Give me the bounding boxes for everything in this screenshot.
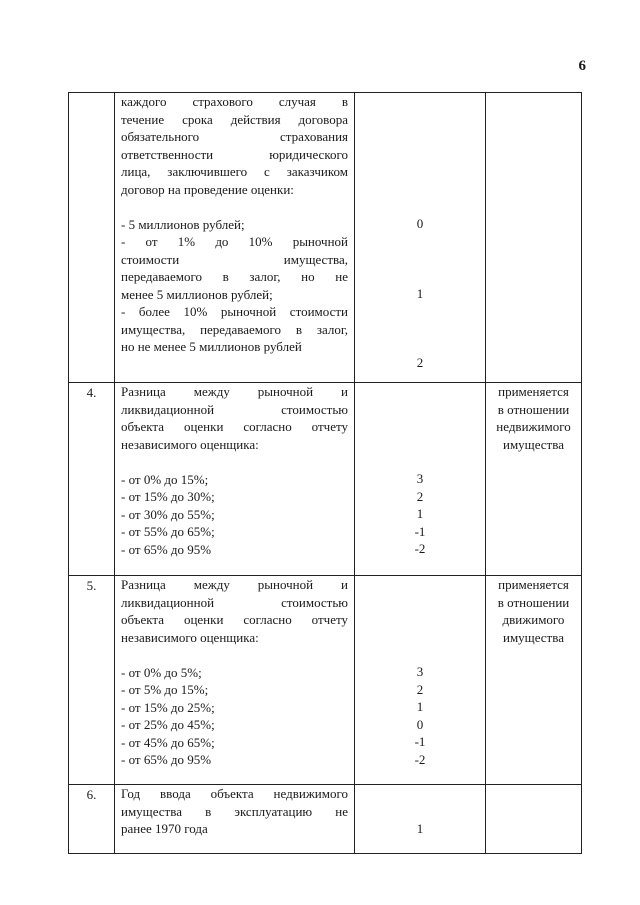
option-line: - от 55% до 65%;: [121, 524, 215, 539]
description-line: обязательного страхования: [121, 129, 348, 144]
score-value: 1: [416, 699, 424, 714]
option-line: - от 15% до 30%;: [121, 489, 215, 504]
description-line: независимого оценщика:: [121, 436, 259, 452]
option-line: - от 5% до 15%;: [121, 682, 209, 697]
row-number-cell: [69, 383, 115, 576]
score-value: -2: [414, 751, 426, 767]
row-number: 6.: [86, 787, 97, 802]
description-line: ликвидационной стоимостью: [121, 401, 348, 417]
option-line: имущества, передаваемого в залог,: [121, 321, 348, 337]
score-value: 2: [416, 355, 424, 370]
score-value: 0: [416, 716, 424, 732]
description-line: ранее 1970 года: [121, 821, 208, 836]
description-line: Разница между рыночной и: [121, 577, 348, 592]
row-number-cell: [69, 785, 115, 854]
score-cell: [355, 93, 486, 383]
score-value: 1: [416, 506, 424, 521]
option-line: - от 65% до 95%: [121, 541, 212, 557]
option-line: менее 5 миллионов рублей;: [121, 286, 273, 302]
description-line: течение срока действия договора: [121, 111, 348, 127]
note-line: недвижимого: [496, 419, 571, 434]
note-line: в отношении: [497, 594, 570, 610]
description-line: Разница между рыночной и: [121, 384, 348, 399]
note-line: имущества: [503, 436, 564, 452]
table-row-continuation: [69, 93, 582, 383]
row-number: 5.: [86, 578, 97, 593]
description-line: независимого оценщика:: [121, 629, 259, 645]
description-line: имущества в эксплуатацию не: [121, 803, 348, 819]
note-cell: [486, 93, 582, 383]
score-value: 1: [416, 285, 424, 301]
row-number-cell: [69, 576, 115, 785]
score-cell: [355, 785, 486, 854]
row-number: 4.: [86, 385, 97, 400]
score-value: -2: [414, 541, 426, 556]
score-value: 2: [416, 488, 424, 504]
option-line: стоимости имущества,: [121, 251, 348, 267]
description-line: лица, заключившего с заказчиком: [121, 164, 348, 179]
table-row-5: [69, 576, 582, 785]
option-line: - от 1% до 10% рыночной: [121, 234, 348, 249]
option-line: но не менее 5 миллионов рублей: [121, 339, 302, 354]
table-row-4: [69, 383, 582, 576]
note-line: в отношении: [497, 401, 570, 417]
score-value: 3: [416, 471, 424, 486]
table-row-6: [69, 785, 582, 854]
score-value: 2: [416, 681, 424, 697]
criteria-table: [68, 92, 582, 854]
note-line: движимого: [502, 612, 565, 627]
description-cell: [115, 93, 355, 383]
score-value: -1: [414, 734, 426, 749]
option-line: - от 65% до 95%: [121, 752, 212, 767]
option-line: - от 15% до 25%;: [121, 699, 215, 715]
score-cell: [355, 576, 486, 785]
description-line: ликвидационной стоимостью: [121, 594, 348, 610]
note-line: применяется: [498, 577, 569, 592]
note-cell: [486, 785, 582, 854]
option-line: - более 10% рыночной стоимости: [121, 304, 348, 319]
note-cell: [486, 576, 582, 785]
option-line: - от 25% до 45%;: [121, 717, 215, 732]
option-line: - от 0% до 15%;: [121, 471, 209, 487]
note-cell: [486, 383, 582, 576]
description-line: договор на проведение оценки:: [121, 181, 294, 197]
description-cell: [115, 785, 355, 854]
score-value: 0: [416, 216, 424, 231]
description-line: каждого страхового случая в: [121, 94, 348, 109]
row-number-cell: [69, 93, 115, 383]
option-line: - от 0% до 5%;: [121, 664, 202, 680]
option-line: - 5 миллионов рублей;: [121, 216, 245, 232]
score-value: 1: [416, 821, 424, 836]
description-cell: [115, 576, 355, 785]
description-cell: [115, 383, 355, 576]
page-number: 6: [578, 58, 586, 74]
description-line: объекта оценки согласно отчету: [121, 419, 348, 434]
score-value: -1: [414, 523, 426, 539]
option-line: - от 30% до 55%;: [121, 506, 215, 522]
score-value: 3: [416, 664, 424, 679]
description-line: ответственности юридического: [121, 146, 348, 162]
description-line: Год ввода объекта недвижимого: [121, 786, 348, 801]
option-line: - от 45% до 65%;: [121, 734, 215, 750]
note-line: применяется: [498, 384, 569, 399]
description-line: объекта оценки согласно отчету: [121, 612, 348, 627]
score-cell: [355, 383, 486, 576]
option-line: передаваемого в залог, но не: [121, 269, 348, 284]
note-line: имущества: [503, 629, 564, 645]
